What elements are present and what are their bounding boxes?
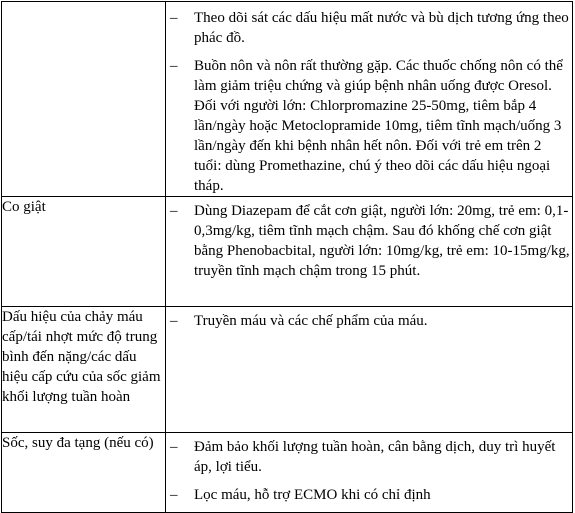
list-item	[166, 485, 572, 505]
list-item	[166, 311, 572, 331]
dash-bullet: –	[170, 439, 178, 455]
treatment-text: Truyền máu và các chế phẩm của máu.	[194, 313, 428, 329]
table-row	[2, 197, 573, 307]
treatment-cell	[166, 2, 573, 197]
dash-bullet: –	[170, 487, 178, 503]
condition-cell: Co giật	[2, 197, 166, 307]
treatment-text: Lọc máu, hỗ trợ ECMO khi có chỉ định	[194, 487, 431, 503]
table-row	[2, 307, 573, 433]
treatment-cell	[166, 197, 573, 307]
treatment-text: Buồn nôn và nôn rất thường gặp. Các thuốc chống nôn có thể làm giảm triệu chứng và giúp bệnh nhân uống được Oresol. Đối với người lớn: Chlorpromazine 25-50mg, tiêm bắp 4 lần/ngày hoặc Metoclopramide 10mg, tiêm tĩnh mạch/uống 3 lần/ngày đến khi bệnh nhân hết nôn. Đối với trẻ em trên 2 tuổi: dùng Promethazine, chú ý theo dõi các dấu hiệu ngoại tháp.	[194, 58, 563, 194]
dash-bullet: –	[170, 10, 178, 26]
treatment-text: Dùng Diazepam để cắt cơn giật, người lớn: 20mg, trẻ em: 0,1-0,3mg/kg, tiêm tĩnh mạch chậm. Sau đó khống chế cơn giật bằng Phenobacbital, người lớn: 10mg/kg, trẻ em: 10-15mg/kg, truyền tĩnh mạch chậm trong 15 phút.	[194, 203, 570, 279]
treatment-text: Theo dõi sát các dấu hiệu mất nước và bù dịch tương ứng theo phác đồ.	[194, 10, 569, 46]
list-item	[166, 437, 572, 477]
condition-cell: Sốc, suy đa tạng (nếu có)	[2, 433, 166, 513]
dash-bullet: –	[170, 58, 178, 74]
list-item	[166, 56, 572, 196]
list-item	[166, 201, 572, 281]
dash-bullet: –	[170, 313, 178, 329]
treatment-cell	[166, 307, 573, 433]
table-row	[2, 2, 573, 197]
treatment-text: Đảm bảo khối lượng tuần hoàn, cân bằng dịch, duy trì huyết áp, lợi tiểu.	[194, 439, 556, 475]
list-item	[166, 8, 572, 48]
treatment-table	[1, 1, 573, 513]
condition-cell: Dấu hiệu của chảy máu cấp/tái nhợt mức độ trung bình đến nặng/các dấu hiệu cấp cứu của sốc giảm khối lượng tuần hoàn	[2, 307, 166, 433]
condition-cell	[2, 2, 166, 197]
dash-bullet: –	[170, 203, 178, 219]
